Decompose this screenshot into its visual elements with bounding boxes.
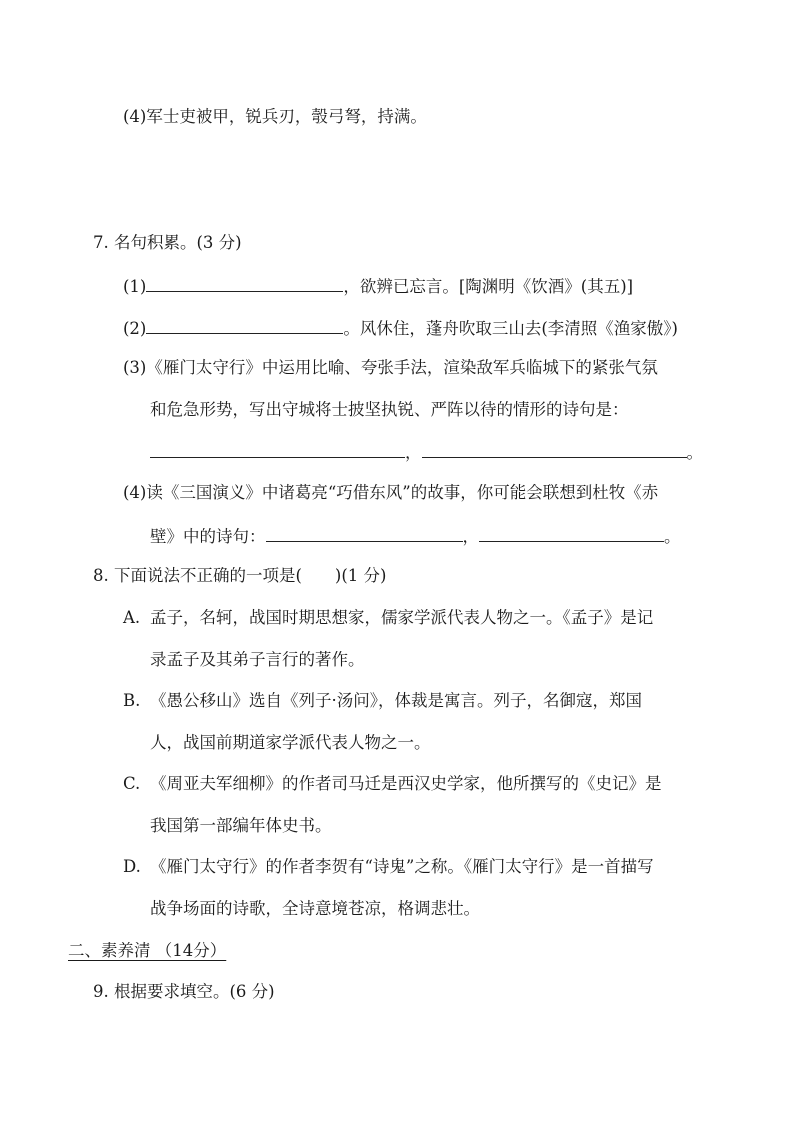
answer-blank[interactable] [266,525,463,542]
option-d-line-2: 战争场面的诗歌，全诗意境苍凉，格调悲壮。 [150,899,480,918]
question-7-part-4-line-1: (4)读《三国演义》中诸葛亮“巧借东风”的故事，你可能会联想到杜牧《赤 [123,483,659,502]
question-7-part-3-line-2: 和危急形势，写出守城将士披坚执锐、严阵以待的情形的诗句是： [150,400,629,419]
part-1-number: (1) [123,277,147,296]
answer-blank[interactable] [146,275,343,292]
section-2-title: 二、素养清 （14分） [68,941,227,960]
answer-blank[interactable] [479,525,664,542]
question-7-part-2 [123,317,678,339]
option-b-letter: B. [123,691,141,710]
option-a-text: 孟子，名轲，战国时期思想家，儒家学派代表人物之一。《孟子》是记 [150,608,654,627]
question-7-heading: 7. 名句积累。(3 分) [93,233,242,252]
option-c-line-1[interactable] [123,774,662,794]
option-c-letter: C. [123,774,141,793]
option-a-line-1[interactable] [123,608,653,628]
option-c-text: 《周亚夫军细柳》的作者司马迁是西汉史学家，他所撰写的《史记》是 [150,774,662,793]
option-a-line-2: 录孟子及其弟子言行的著作。 [150,650,365,669]
part-2-number: (2) [123,319,147,338]
separator-comma: ， [405,443,422,462]
option-d-text: 《雁门太守行》的作者李贺有“诗鬼”之称。《雁门太守行》是一首描写 [150,857,654,876]
option-b-line-2: 人，战国前期道家学派代表人物之一。 [150,733,431,752]
option-c-line-2: 我国第一部编年体史书。 [150,816,332,835]
answer-blank[interactable] [150,441,405,458]
separator-comma: ， [462,527,479,546]
question-7-part-3-line-1: (3)《雁门太守行》中运用比喻、夸张手法，渲染敌军兵临城下的紧张气氛 [123,358,658,377]
question-9-heading: 9. 根据要求填空。(6 分) [93,982,275,1001]
question-8-heading: 8. 下面说法不正确的一项是( )(1 分) [93,566,387,585]
option-d-letter: D. [123,857,141,876]
option-a-letter: A. [123,608,141,627]
question-7-part-4-line-2 [150,525,681,547]
question-7-part-1 [123,275,633,297]
part-2-text: 。风休住，蓬舟吹取三山去(李清照《渔家傲》) [343,319,678,338]
option-d-line-1[interactable] [123,857,654,877]
item-4-text: (4)军士吏被甲，锐兵刃，彀弓弩，持满。 [123,107,427,126]
ending-period: 。 [686,443,703,462]
answer-blank[interactable] [146,317,343,334]
option-b-text: 《愚公移山》选自《列子·汤问》，体裁是寓言。列子，名御寇，郑国 [150,691,642,710]
part-4-prefix: 壁》中的诗句： [150,527,266,546]
question-7-part-3-blanks [150,441,703,463]
answer-blank[interactable] [422,441,687,458]
ending-period: 。 [664,527,681,546]
part-1-text: ，欲辨已忘言。[陶渊明《饮酒》(其五)] [343,277,634,296]
option-b-line-1[interactable] [123,691,642,711]
